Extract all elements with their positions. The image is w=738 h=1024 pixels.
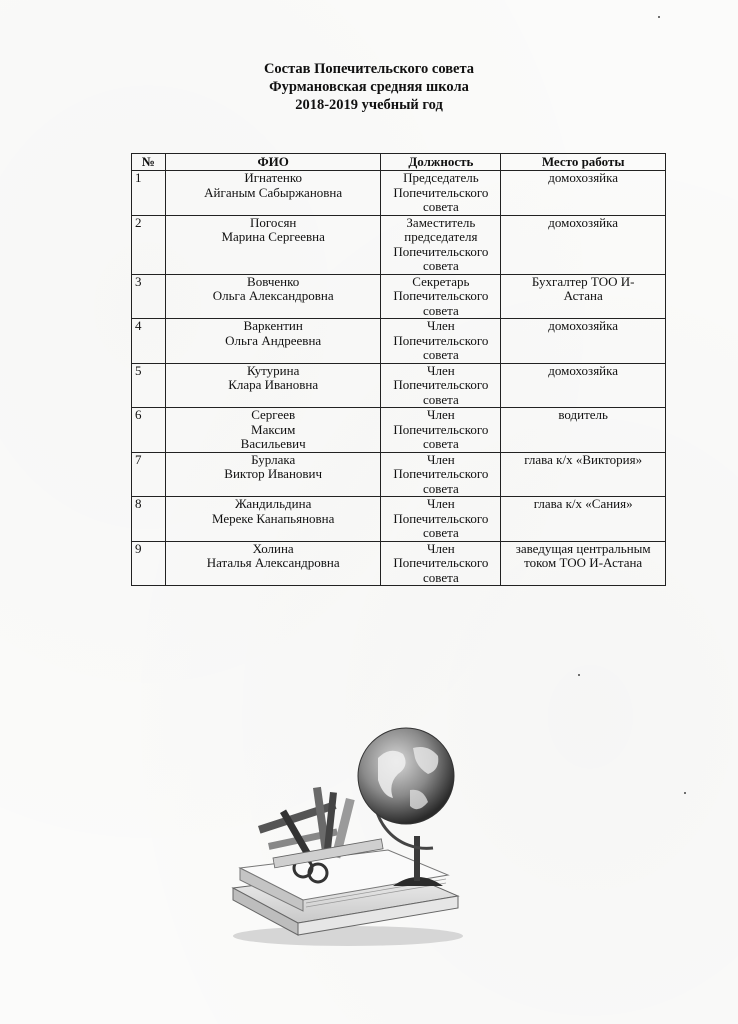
member-workplace: [501, 497, 666, 542]
member-position-line: Попечительского: [393, 555, 489, 570]
member-position: [381, 452, 501, 497]
member-position-line: совета: [423, 302, 459, 318]
member-position: [381, 408, 501, 453]
table-row: [132, 215, 666, 274]
member-name: [165, 215, 380, 274]
member-position: [381, 497, 501, 542]
member-name: [165, 452, 380, 497]
title-line-2: Фурмановская средняя школа: [269, 79, 469, 95]
member-name-line: Наталья Александровна: [206, 555, 340, 570]
member-position-line: Попечительского: [393, 466, 489, 481]
row-number: 5: [132, 363, 166, 408]
member-name-line: Клара Ивановна: [228, 377, 319, 392]
member-position: [381, 363, 501, 408]
member-position-line: председателя: [404, 229, 478, 244]
member-name-line: Варкентин: [243, 318, 303, 333]
member-workplace: [501, 215, 666, 274]
member-name: [165, 541, 380, 586]
table-row: [132, 497, 666, 542]
member-name-line: Айганым Сабыржановна: [204, 184, 343, 200]
member-workplace-line: Бухгалтер ТОО И-: [531, 273, 635, 289]
scan-speck: [658, 16, 660, 18]
member-name-line: Игнатенко: [244, 170, 303, 185]
member-position-line: Попечительского: [393, 288, 489, 303]
row-number: 9: [132, 541, 166, 586]
member-name-line: Бурлака: [251, 451, 296, 467]
member-name-line: Кутурина: [246, 362, 300, 378]
scan-speck: [578, 674, 580, 676]
member-position-line: совета: [423, 347, 459, 362]
member-workplace-line: Астана: [563, 288, 603, 303]
member-name: [165, 363, 380, 408]
member-name-line: Васильевич: [240, 436, 306, 451]
member-position-line: Член: [427, 496, 455, 511]
member-workplace-line: водитель: [558, 407, 608, 422]
member-position-line: Попечительского: [393, 332, 489, 348]
member-name-line: Холина: [252, 540, 294, 556]
row-number: 6: [132, 408, 166, 453]
member-workplace: [501, 452, 666, 497]
table-row: [132, 171, 666, 216]
member-workplace-line: домохозяйка: [548, 214, 619, 230]
row-number: 2: [132, 215, 166, 274]
table-header-row: [132, 154, 666, 171]
header-workplace: Место работы: [501, 154, 666, 171]
member-position-line: совета: [423, 569, 459, 585]
member-name-line: Вовченко: [247, 273, 300, 289]
member-position-line: Член: [427, 318, 455, 333]
member-name-line: Мереке Канапьяновна: [211, 510, 335, 526]
member-workplace: [501, 319, 666, 364]
member-position-line: Член: [427, 540, 455, 556]
member-position: [381, 171, 501, 216]
member-workplace: [501, 408, 666, 453]
member-position-line: Секретарь: [412, 273, 470, 289]
member-workplace: [501, 363, 666, 408]
member-position: [381, 541, 501, 586]
member-workplace: [501, 541, 666, 586]
member-name-line: Виктор Иванович: [224, 466, 323, 481]
member-name-line: Сергеев: [251, 407, 296, 422]
member-name-line: Ольга Андреевна: [225, 332, 322, 348]
row-number: 7: [132, 452, 166, 497]
title-line-3: 2018-2019 учебный год: [295, 97, 443, 113]
member-name-line: Жандильдина: [235, 496, 312, 511]
member-workplace-line: глава к/х «Виктория»: [524, 451, 643, 467]
table-row: [132, 452, 666, 497]
member-position-line: Попечительского: [393, 510, 489, 526]
member-position-line: совета: [423, 199, 459, 214]
member-position-line: совета: [423, 258, 459, 273]
member-workplace-line: домохозяйка: [548, 362, 619, 378]
member-position-line: совета: [423, 391, 459, 407]
member-position-line: Член: [427, 362, 455, 378]
document-title: [0, 60, 738, 114]
member-name: [165, 497, 380, 542]
member-position-line: Попечительского: [393, 421, 489, 437]
member-position-line: совета: [423, 436, 459, 451]
member-name-line: Максим: [251, 421, 296, 437]
member-workplace-line: током ТОО И-Астана: [524, 555, 643, 570]
member-workplace: [501, 171, 666, 216]
member-name-line: Погосян: [249, 214, 297, 230]
member-workplace-line: глава к/х «Сания»: [533, 496, 633, 511]
row-number: 4: [132, 319, 166, 364]
table-row: [132, 363, 666, 408]
member-position-line: Попечительского: [393, 377, 489, 392]
title-line-1: Состав Попечительского совета: [263, 61, 475, 77]
globe-and-books-icon: [218, 718, 468, 948]
member-name: [165, 171, 380, 216]
member-position-line: совета: [423, 525, 459, 540]
scan-speck: [684, 792, 686, 794]
member-position: [381, 274, 501, 319]
row-number: 8: [132, 497, 166, 542]
row-number: 1: [132, 171, 166, 216]
member-position-line: Попечительского: [393, 243, 489, 259]
table-row: [132, 541, 666, 586]
header-number: №: [132, 154, 166, 171]
member-position-line: Член: [427, 451, 455, 467]
member-name: [165, 319, 380, 364]
member-position-line: Заместитель: [406, 214, 476, 230]
member-position-line: совета: [423, 480, 459, 496]
member-workplace-line: домохозяйка: [548, 170, 619, 185]
table-row: [132, 408, 666, 453]
header-position: Должность: [381, 154, 501, 171]
table-body: [132, 171, 666, 586]
member-position: [381, 319, 501, 364]
member-position-line: Председатель: [403, 170, 479, 185]
member-position-line: Член: [427, 407, 455, 422]
board-members-table: [131, 153, 666, 586]
member-workplace-line: заведущая центральным: [515, 540, 651, 556]
member-name: [165, 408, 380, 453]
member-position-line: Попечительского: [393, 184, 489, 200]
member-position: [381, 215, 501, 274]
table-row: [132, 319, 666, 364]
header-full-name: ФИО: [165, 154, 380, 171]
member-workplace-line: домохозяйка: [548, 318, 619, 333]
member-name-line: Ольга Александровна: [212, 288, 334, 303]
member-name-line: Марина Сергеевна: [221, 229, 325, 244]
table-row: [132, 274, 666, 319]
row-number: 3: [132, 274, 166, 319]
member-workplace: [501, 274, 666, 319]
member-name: [165, 274, 380, 319]
